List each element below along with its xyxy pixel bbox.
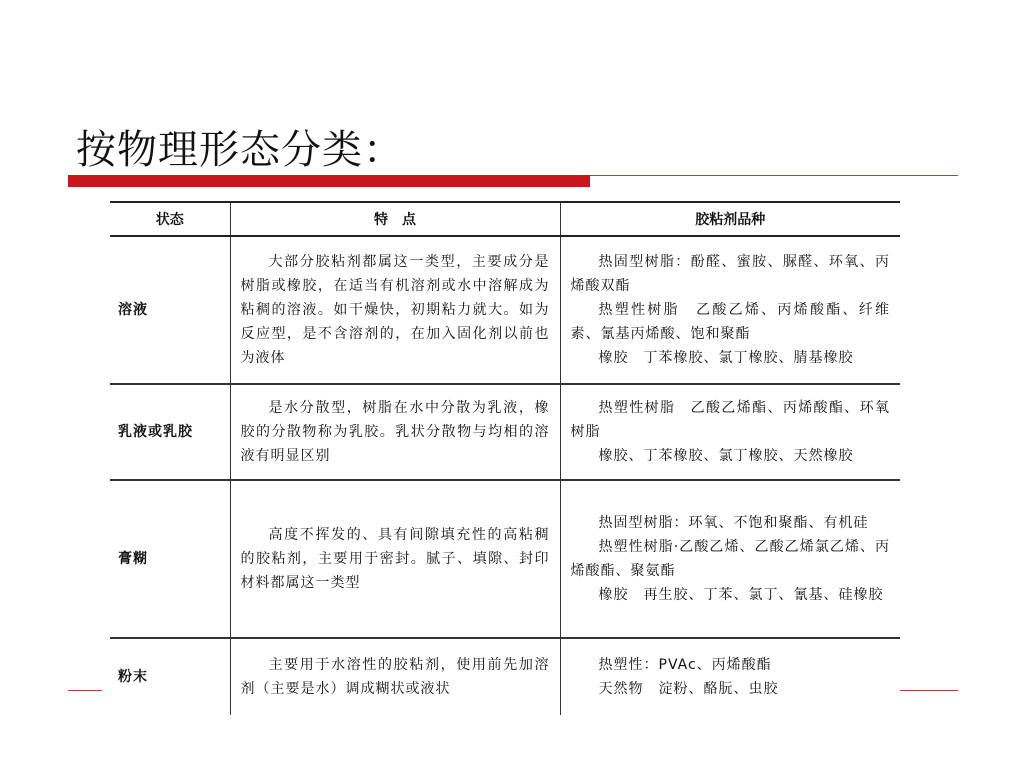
row-feature: 大部分胶粘剂都属这一类型，主要成分是树脂或橡胶，在适当有机溶剂或水中溶解成为粘稠的溶液。如干燥快，初期粘力就大。如为反应型，是不含溶剂的，在加入固化剂以前也为液体 — [230, 236, 560, 384]
header-varieties: 胶粘剂品种 — [560, 202, 900, 236]
variety-line: 热塑性树脂 乙酸乙烯、丙烯酸酯、纤维素、氰基丙烯酸、饱和聚酯 — [570, 302, 890, 342]
row-state: 膏糊 — [110, 480, 230, 638]
variety-line: 热塑性树脂·乙酸乙烯、乙酸乙烯氯乙烯、丙烯酸酯、聚氨酯 — [570, 539, 890, 579]
table-row — [110, 480, 900, 638]
variety-line: 热固型树脂：酚醛、蜜胺、脲醛、环氧、丙烯酸双酯 — [570, 254, 890, 294]
footer-rule-right — [900, 690, 958, 691]
variety-line: 热塑性树脂 乙酸乙烯酯、丙烯酸酯、环氧树脂 — [570, 400, 890, 440]
row-varieties — [560, 236, 900, 384]
table-row — [110, 384, 900, 480]
row-state: 乳液或乳胶 — [110, 384, 230, 480]
slide-title: 按物理形态分类： — [76, 127, 404, 173]
row-varieties — [560, 384, 900, 480]
variety-line: 热固型树脂：环氧、不饱和聚酯、有机硅 — [598, 515, 869, 531]
variety-line: 橡胶 丁苯橡胶、氯丁橡胶、腈基橡胶 — [598, 350, 854, 366]
adhesive-classification-table — [110, 201, 900, 715]
header-state: 状态 — [110, 202, 230, 236]
variety-line: 热塑性：PVAc、丙烯酸酯 — [598, 657, 772, 673]
row-feature: 高度不挥发的、具有间隙填充性的高粘稠的胶粘剂，主要用于密封。腻子、填隙、封印材料都属这一类型 — [230, 480, 560, 638]
title-rule-thin — [590, 175, 958, 176]
row-state: 粉末 — [118, 669, 148, 685]
table-row — [110, 236, 900, 384]
row-varieties — [560, 480, 900, 638]
row-varieties — [560, 638, 900, 715]
header-feature: 特 点 — [230, 202, 560, 236]
row-feature: 是水分散型，树脂在水中分散为乳液，橡胶的分散物称为乳胶。乳状分散物与均相的溶液有明显区别 — [230, 384, 560, 480]
row-feature: 主要用于水溶性的胶粘剂，使用前先加溶剂（主要是水）调成糊状或液状 — [230, 638, 560, 715]
table-header-row — [110, 202, 900, 236]
table-row — [110, 638, 900, 715]
variety-line: 橡胶 再生胶、丁苯、氯丁、氰基、硅橡胶 — [598, 587, 884, 603]
footer-rule-left — [68, 690, 102, 691]
variety-line: 橡胶、丁苯橡胶、氯丁橡胶、天然橡胶 — [598, 448, 854, 464]
variety-line: 天然物 淀粉、酪朊、虫胶 — [598, 681, 779, 697]
row-state: 溶液 — [110, 236, 230, 384]
title-rule-accent — [68, 175, 590, 187]
